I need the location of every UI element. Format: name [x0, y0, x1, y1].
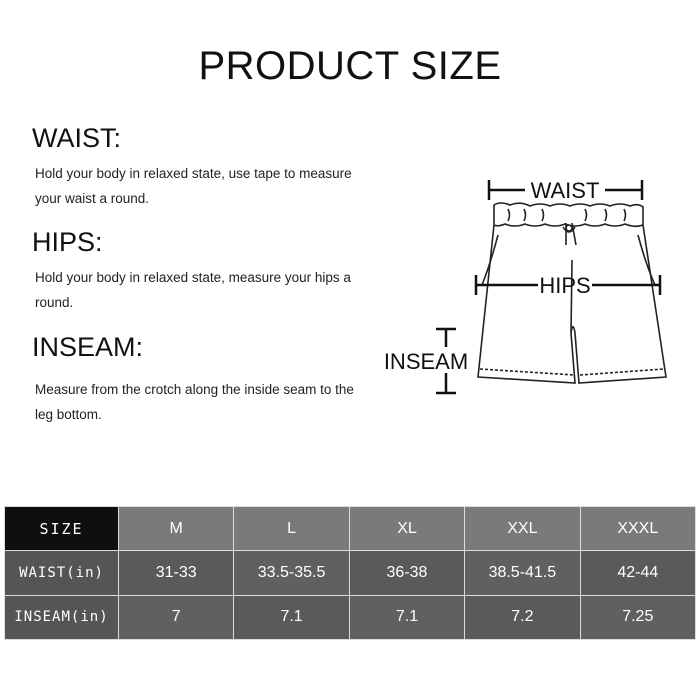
shorts-measurement-diagram [370, 165, 680, 410]
table-cell: 33.5-35.5 [234, 551, 349, 595]
inseam-description: Measure from the crotch along the inside seam to the leg bottom. [35, 382, 354, 422]
table-cell: 36-38 [349, 551, 464, 595]
table-row [5, 595, 696, 639]
inseam-row-header: INSEAM(in) [5, 595, 119, 639]
size-header-cell: SIZE [5, 507, 119, 551]
size-column-header: XXXL [580, 507, 695, 551]
table-row [5, 551, 696, 595]
size-column-header: M [119, 507, 234, 551]
waist-row-header: WAIST(in) [5, 551, 119, 595]
waist-description: Hold your body in relaxed state, use tape to measure your waist a round. [35, 166, 352, 206]
size-column-header: XXL [465, 507, 580, 551]
page-title: PRODUCT SIZE [198, 44, 502, 88]
table-cell: 7.2 [465, 595, 580, 639]
waist-heading: WAIST: [32, 123, 122, 153]
table-header-row [5, 507, 696, 551]
inseam-heading: INSEAM: [32, 332, 144, 362]
table-cell: 7.1 [349, 595, 464, 639]
table-cell: 42-44 [580, 551, 695, 595]
size-chart-table [4, 506, 696, 640]
size-column-header: L [234, 507, 349, 551]
size-column-header: XL [349, 507, 464, 551]
inseam-label: INSEAM [383, 349, 469, 374]
table-cell: 31-33 [119, 551, 234, 595]
table-cell: 7.25 [580, 595, 695, 639]
hips-description: Hold your body in relaxed state, measure your hips a round. [35, 270, 351, 310]
hips-heading: HIPS: [32, 227, 103, 257]
table-cell: 7 [119, 595, 234, 639]
hips-label: HIPS [539, 273, 591, 298]
table-cell: 7.1 [234, 595, 349, 639]
waist-label: WAIST [530, 178, 600, 203]
table-cell: 38.5-41.5 [465, 551, 580, 595]
